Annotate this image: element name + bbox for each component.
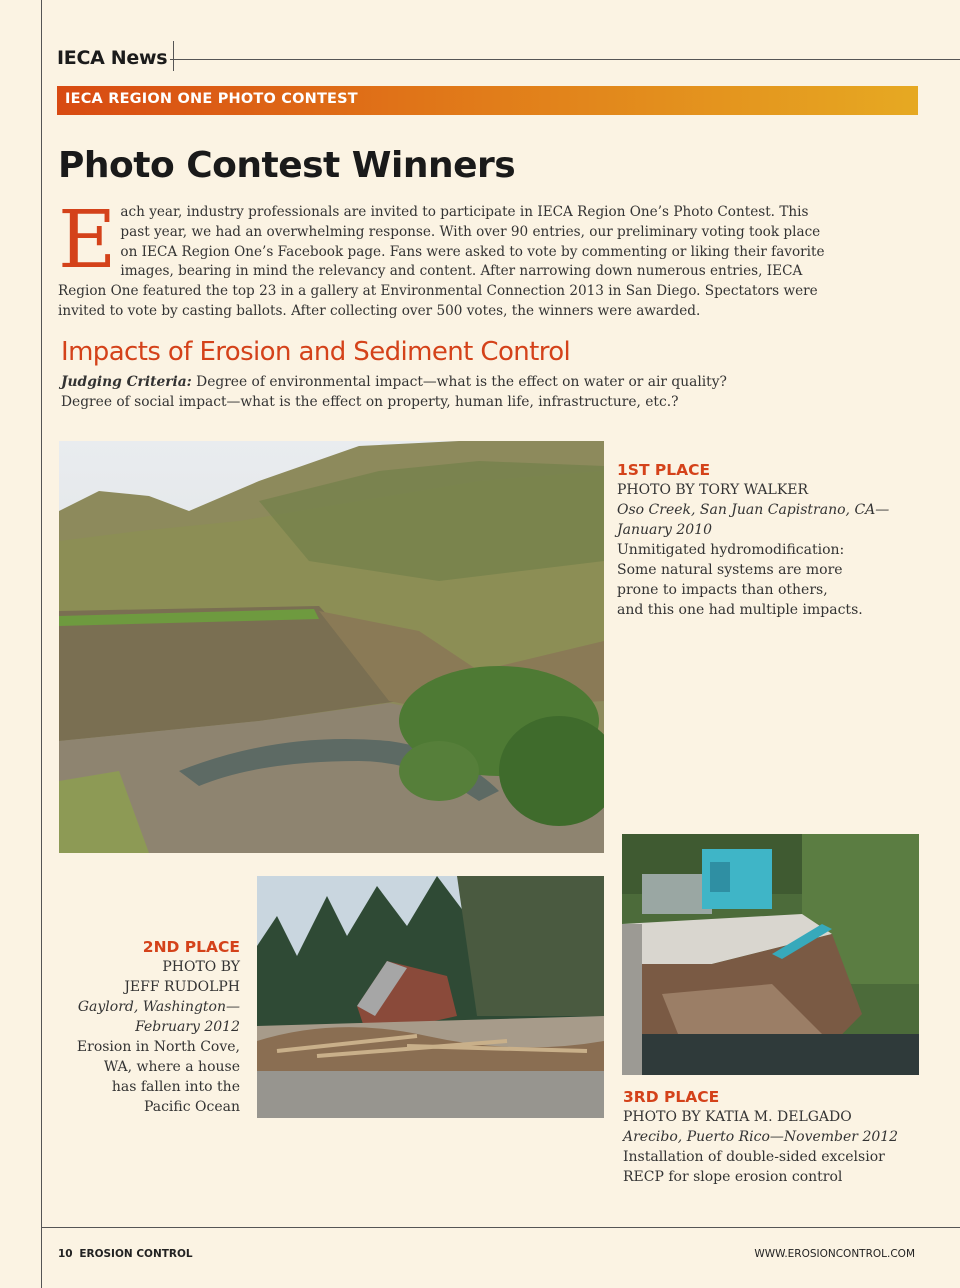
third-place-desc-1: Installation of double-sided excelsior (623, 1149, 885, 1165)
first-place-desc-1: Unmitigated hydromodification: (617, 542, 845, 558)
second-place-credit-1: PHOTO BY (162, 959, 240, 975)
magazine-name: EROSION CONTROL (79, 1248, 193, 1260)
header-rule (170, 59, 960, 60)
criteria-line-2: Degree of social impact—what is the effect on property, human life, infrastructure, etc.? (61, 394, 679, 410)
page-number: 10 (58, 1248, 73, 1260)
second-place-label: 2ND PLACE (142, 938, 240, 956)
subheading: Impacts of Erosion and Sediment Control (61, 337, 571, 367)
second-place-desc-3: has fallen into the (111, 1079, 240, 1095)
second-place-credit-2: JEFF RUDOLPH (124, 979, 240, 995)
second-place-photo (257, 876, 604, 1118)
criteria-line-1: Degree of environmental impact—what is the effect on water or air quality? (191, 374, 727, 390)
footer-url[interactable]: WWW.EROSIONCONTROL.COM (754, 1248, 915, 1260)
section-label: IECA News (57, 41, 174, 71)
second-place-location-2: February 2012 (135, 1019, 240, 1035)
third-place-label: 3RD PLACE (623, 1088, 720, 1106)
second-place-caption (40, 937, 240, 1117)
second-place-location-1: Gaylord, Washington— (77, 999, 240, 1015)
footer-left (58, 1248, 193, 1260)
first-place-credit: PHOTO BY TORY WALKER (617, 482, 809, 498)
first-place-desc-4: and this one had multiple impacts. (617, 602, 863, 618)
judging-criteria (61, 372, 761, 412)
intro-text: ach year, industry professionals are invited to participate in IECA Region One’s Photo Contest. This past year, we had an overwhelming response. With over 90 entries, our preliminary voting took place on IECA Region One’s Facebook page. Fans were asked to vote by commenting or liking their favorite images, bearing in mind the relevancy and content. After narrowing down numerous entries, IECA Region One featured the top 23 in a gallery at Environmental Connection 2013 in San Diego. Spectators were invited to vote by casting ballots. After collecting over 500 votes, the winners were awarded. (58, 204, 825, 319)
third-place-credit: PHOTO BY KATIA M. DELGADO (623, 1109, 852, 1125)
criteria-label: Judging Criteria: (61, 374, 192, 390)
third-place-desc-2: RECP for slope erosion control (623, 1169, 843, 1185)
first-place-location-2: January 2010 (617, 522, 713, 538)
section-banner (57, 86, 918, 115)
second-place-desc-2: WA, where a house (103, 1059, 240, 1075)
first-place-desc-3: prone to impacts than others, (617, 582, 828, 598)
banner-text: IECA REGION ONE PHOTO CONTEST (65, 91, 358, 107)
second-place-desc-1: Erosion in North Cove, (76, 1039, 240, 1055)
third-place-caption (623, 1087, 933, 1187)
second-place-desc-4: Pacific Ocean (143, 1099, 240, 1115)
page-title: Photo Contest Winners (58, 145, 516, 186)
drop-cap: E (58, 193, 117, 286)
first-place-caption (617, 460, 917, 620)
footer-rule (41, 1227, 960, 1228)
first-place-location-1: Oso Creek, San Juan Capistrano, CA— (617, 502, 890, 518)
intro-paragraph (58, 193, 833, 322)
first-place-photo (59, 441, 604, 853)
first-place-label: 1ST PLACE (617, 461, 711, 479)
third-place-photo (622, 834, 919, 1075)
third-place-location: Arecibo, Puerto Rico—November 2012 (623, 1129, 899, 1145)
first-place-desc-2: Some natural systems are more (617, 562, 843, 578)
